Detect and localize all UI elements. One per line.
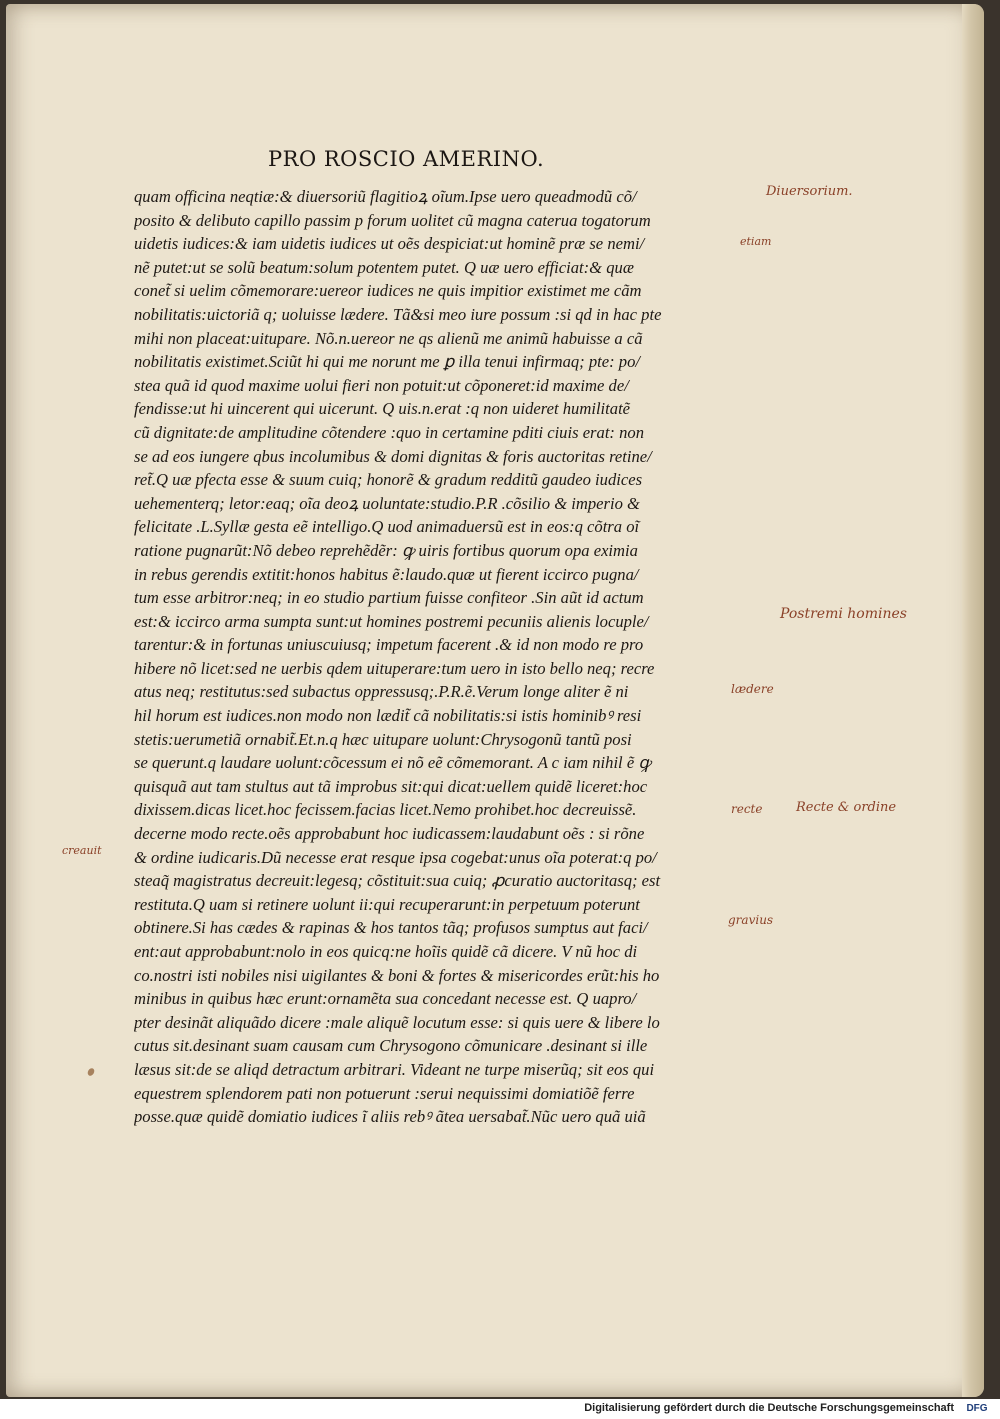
margin-note-diuersorium: Diuersorium. xyxy=(766,184,853,199)
text-line: uehementerq; letor:eaq; oĩa deoꝝ uoluntate:studio.P.R .cõsilio & imperio & xyxy=(134,493,640,513)
text-line: stetis:uerumetiã ornabit̃.Et.n.q hæc uitupare uolunt:Chrysogonũ tantũ posi xyxy=(134,729,632,749)
margin-note-creauit: creauit xyxy=(62,844,102,857)
text-line: felicitate .L.Syllæ gesta eẽ intelligo.Q uod animaduersũ est in eos:q cõtra oĩ xyxy=(134,517,640,537)
margin-note-recte-ordine: Recte & ordine xyxy=(796,800,897,815)
text-line: ent:aut approbabunt:nolo in eos quicq:ne hoĩis quidẽ cã dicere. V nũ hoc di xyxy=(134,942,638,961)
text-line: quam officina neqtiæ:& diuersoriũ flagitioꝝ oĩum.Ipse uero queadmodũ cõ/ xyxy=(134,187,637,206)
text-line: conet̃ si uelim cõmemorare:uereor iudices ne quis impitior existimet me cãm xyxy=(134,281,642,301)
text-line: stea quã id quod maxime uolui fieri non potuit:ut cõponeret:id maxime de/ xyxy=(134,375,629,395)
text-line: cũ dignitate:de amplitudine cõtendere :quo in certamine pditi ciuis erat: non xyxy=(134,422,644,442)
text-line: nẽ putet:ut se solũ beatum:solum potentem putet. Q uæ uero efficiat:& quæ xyxy=(134,257,634,277)
text-line: hibere nõ licet:sed ne uerbis qdem uituperare:tum uero in isto bello neq; recre xyxy=(134,658,655,678)
text-line: mihi non placeat:uitupare. Nõ.n.uereor ne qs alienũ me animũ habuisse a cã xyxy=(134,328,643,348)
text-line: cutus sit.desinant suam causam cum Chrysogono cõmunicare .desinant si ille xyxy=(134,1036,648,1056)
footer-bar xyxy=(0,1399,1000,1419)
text-line: se ad eos iungere qbus incolumibus & domi dignitas & foris auctoritas retine/ xyxy=(134,446,652,466)
text-line: co.nostri isti nobiles nisi uigilantes & boni & fortes & misericordes erũt:his ho xyxy=(134,965,660,985)
text-line: atus neq; restitutus:sed subactus oppressusq;.P.R.ẽ.Verum longe aliter ẽ ni xyxy=(134,682,629,702)
text-line: posito & delibuto capillo passim p forum uolitet cũ magna caterua togatorum xyxy=(134,210,651,230)
margin-note-etiam: etiam xyxy=(740,235,772,248)
margin-note-recte: recte xyxy=(731,802,763,816)
text-line: & ordine iudicaris.Dũ necesse erat resque ipsa cogebat:unus oĩa poterat:q po/ xyxy=(134,847,657,867)
margin-note-gravius: gravius xyxy=(728,913,774,927)
text-line: restituta.Q uam si retinere uolunt ii:qui recuperarunt:in perpetuum poterunt xyxy=(134,894,640,914)
text-line: hil horum est iudices.non modo non lædit̃ cã nobilitatis:si istis hominibꝰ resi xyxy=(134,706,642,726)
text-line: se querunt.q laudare uolunt:cõcessum ei nõ eẽ cõmemorant. A c iam nihil ẽ ꝙ xyxy=(134,753,651,773)
text-line: pter desinãt aliquãdo dicere :male aliquẽ locutum esse: si quis uere & libere lo xyxy=(134,1012,660,1032)
text-line: in rebus gerendis extitit:honos habitus ẽ:laudo.quæ ut fierent iccirco pugna/ xyxy=(134,564,639,584)
text-line: tum esse arbitror:neq; in eo studio partium fuisse confiteor .Sin aũt id actum xyxy=(134,588,644,608)
text-line: uidetis iudices:& iam uidetis iudices ut oẽs despiciat:ut hominẽ præ se nemi/ xyxy=(134,234,645,254)
page-edge xyxy=(962,4,984,1397)
text-line: nobilitatis:uictoriã q; uoluisse lædere. Tã&si meo iure possum :si qd in hac pte xyxy=(134,304,662,324)
text-line: est:& iccirco arma sumpta sunt:ut homines postremi pecuniis alienis locuple/ xyxy=(134,611,649,631)
text-line: læsus sit:de se aliqd detractum arbitrari. Videant ne turpe miserũq; sit eos qui xyxy=(134,1059,655,1079)
text-line: equestrem splendorem pati non potuerunt :serui nequissimi domiatiõẽ ferre xyxy=(134,1083,635,1103)
text-line: fendisse:ut hi uincerent qui uicerunt. Q uis.n.erat :q non uideret humilitatẽ xyxy=(134,399,631,419)
text-line: dixissem.dicas licet.hoc fecissem.facias licet.Nemo prohibet.hoc decreuissẽ. xyxy=(134,800,637,820)
text-line: steaq̃ magistratus decreuit:legesq; cõstituit:sua cuiq; ꝓcuratio auctoritasq; est xyxy=(134,871,661,891)
text-line: decerne modo recte.oẽs approbabunt hoc iudicassem:laudabunt oẽs : si rõne xyxy=(134,824,645,844)
text-line: posse.quæ quidẽ domiatio iudices ĩ aliis rebꝰ ãtea uersabat̃.Nũc uero quã uiã xyxy=(134,1107,646,1127)
footer-credit: Digitalisierung gefördert durch die Deutsche Forschungsgemeinschaft xyxy=(584,1402,954,1414)
text-line: minibus in quibus hæc erunt:ornamẽta sua concedant necesse est. Q uapro/ xyxy=(134,989,637,1009)
text-block xyxy=(134,185,724,1129)
running-header: PRO ROSCIO AMERINO. xyxy=(268,147,545,171)
text-line: ret̃.Q uæ pfecta esse & suum cuiq; honorẽ & gradum redditũ gaudeo iudices xyxy=(134,470,643,490)
margin-note-postremi: Postremi homines xyxy=(780,606,907,622)
margin-note-laedere: lædere xyxy=(731,682,774,696)
dfg-logo: DFG xyxy=(962,1402,992,1415)
text-line: ratione pugnarũt:Nõ debeo reprehẽdẽr: ꝙ uiris fortibus quorum opa eximia xyxy=(134,540,638,560)
text-line: obtinere.Si has cædes & rapinas & hos tantos tãq; profusos sumptus aut faci/ xyxy=(134,918,648,938)
text-line: tarentur:& in fortunas uniuscuiusq; impetum facerent .& id non modo re pro xyxy=(134,635,644,655)
text-line: nobilitatis existimet.Sciũt hi qui me norunt me ꝑ illa tenui infirmaq; pte: po/ xyxy=(134,352,640,372)
text-line: quisquã aut tam stultus aut tã improbus sit:qui dicat:uellem quidẽ liceret:hoc xyxy=(134,776,648,796)
